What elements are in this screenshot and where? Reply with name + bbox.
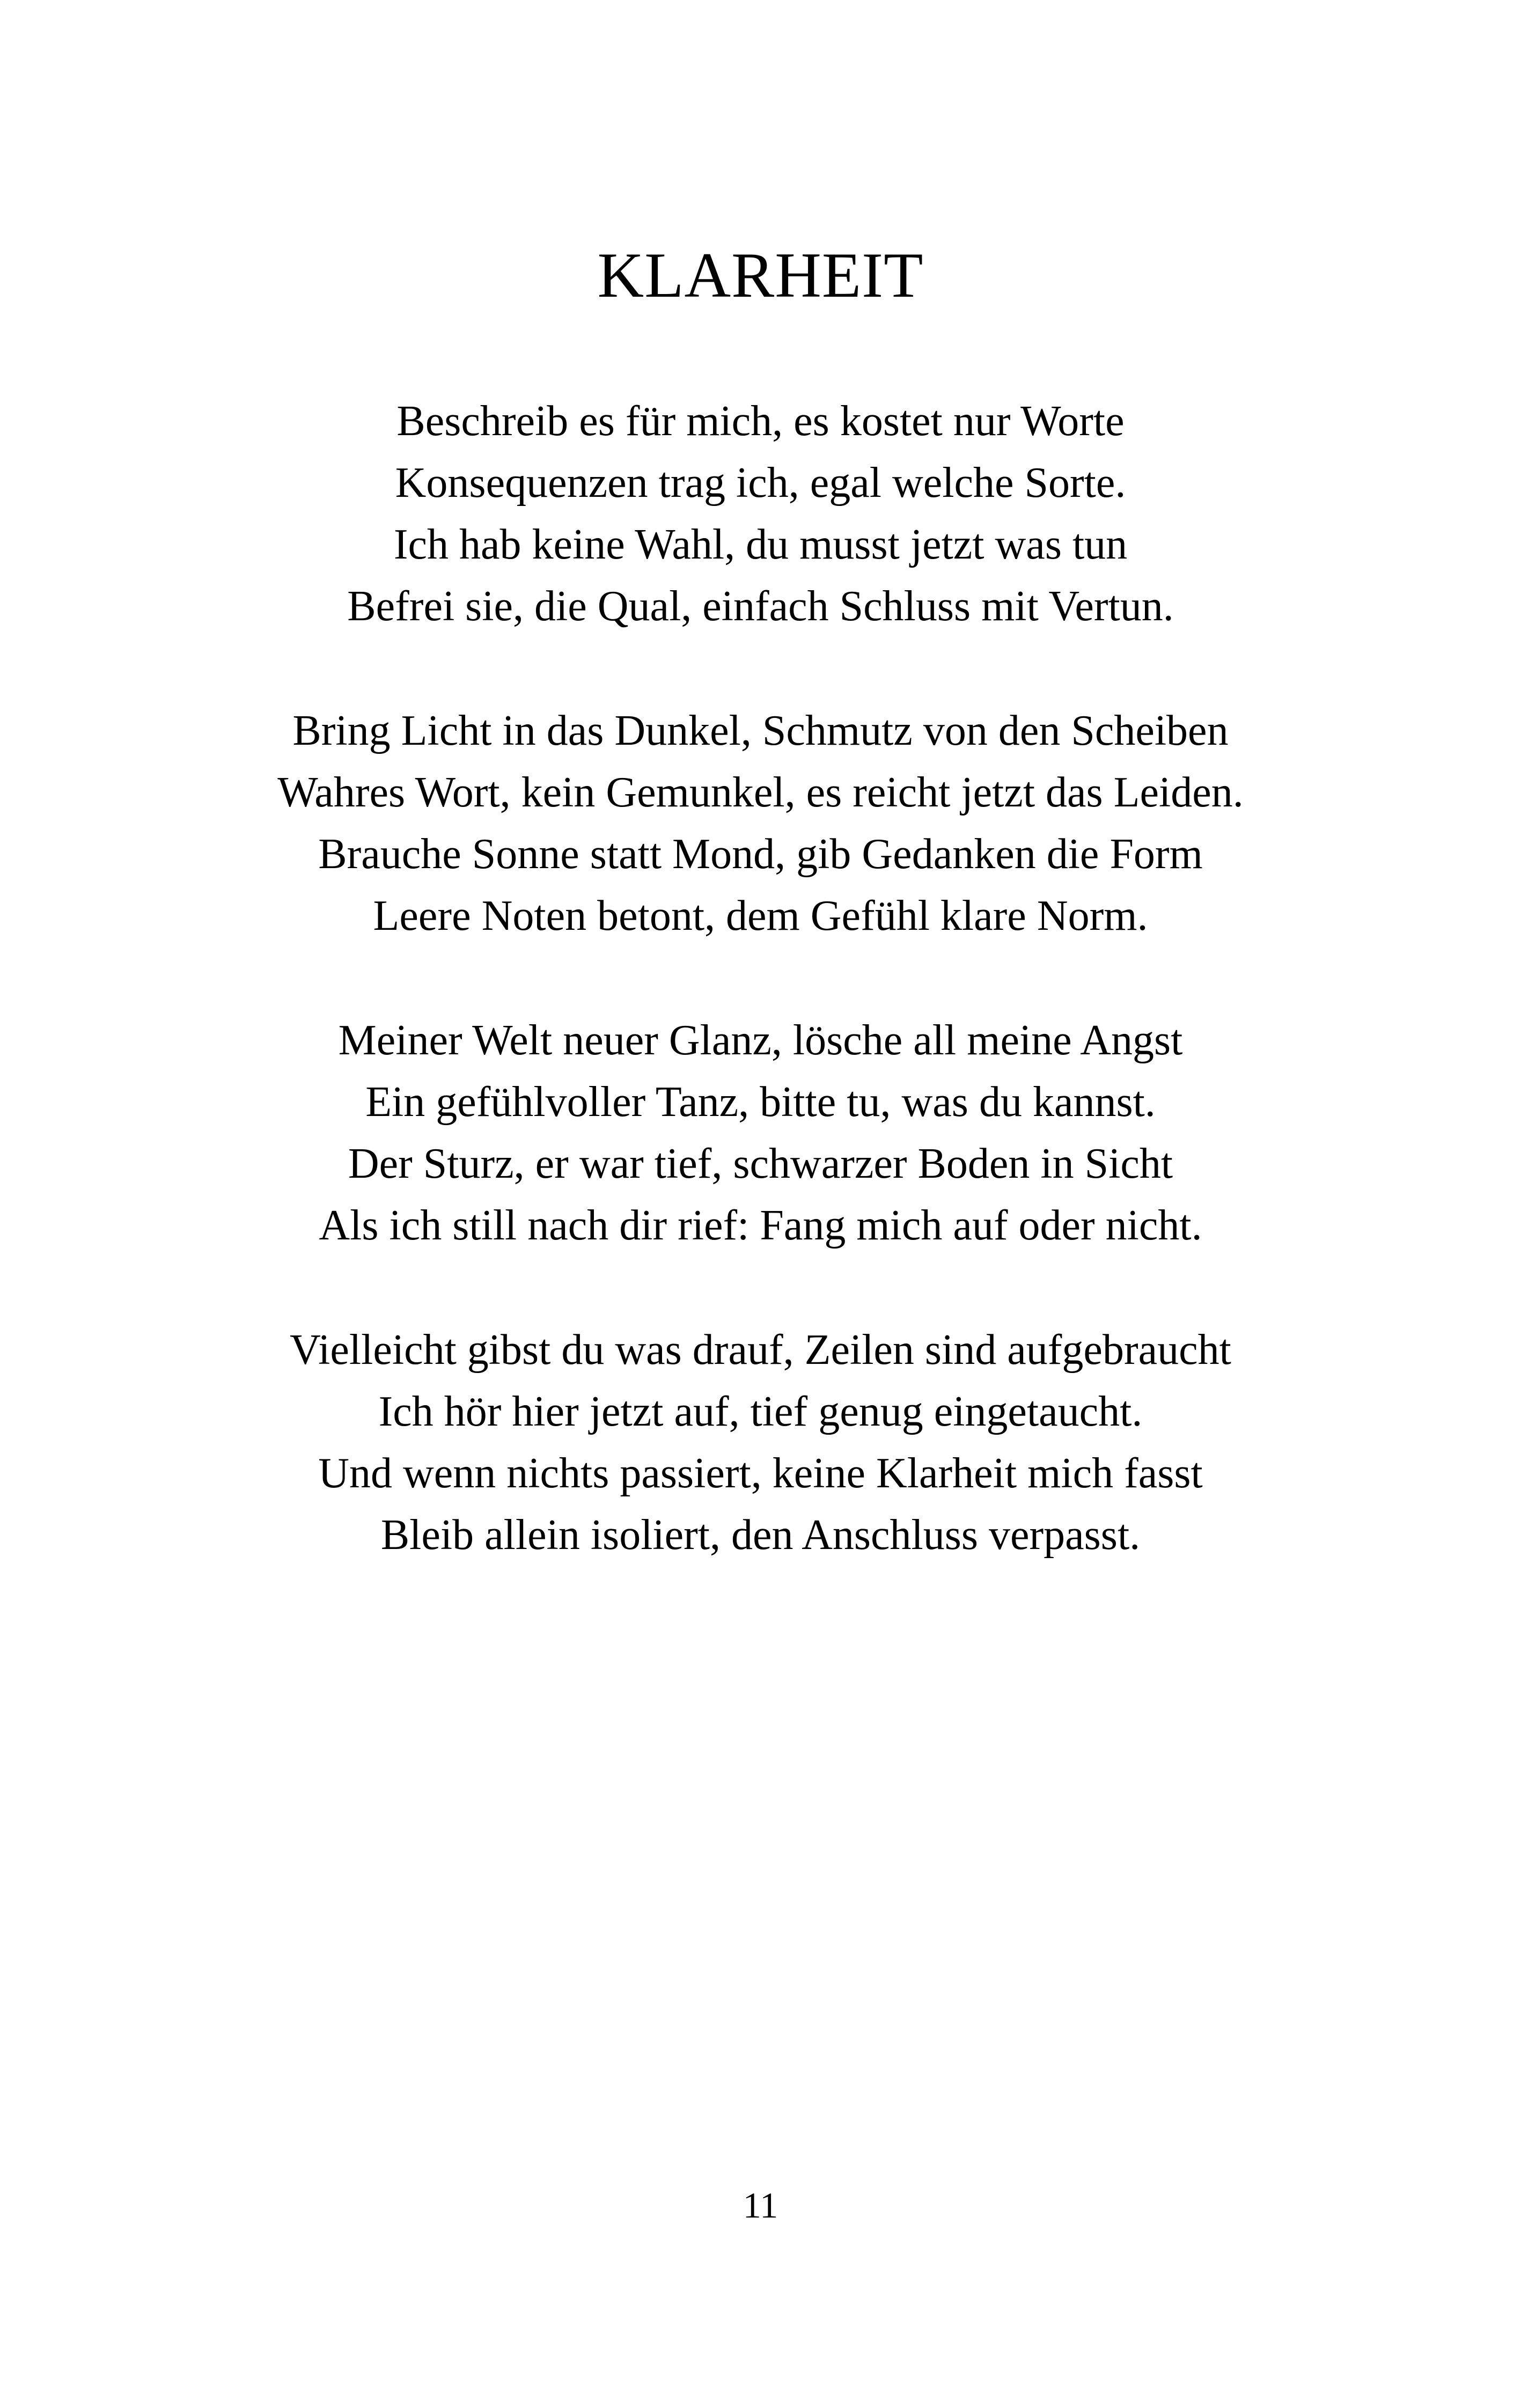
verse-line: Bring Licht in das Dunkel, Schmutz von den Scheiben (292, 707, 1229, 754)
verse-line: Meiner Welt neuer Glanz, lösche all meine Angst (338, 1017, 1183, 1064)
stanza-2 (0, 700, 1521, 947)
stanza-1 (0, 391, 1521, 637)
page-number: 11 (743, 2185, 778, 2226)
verse-line: Konsequenzen trag ich, egal welche Sorte. (395, 459, 1126, 506)
poem-body (0, 391, 1521, 1629)
verse-line: Leere Noten betont, dem Gefühl klare Norm. (373, 892, 1148, 939)
verse-line: Und wenn nichts passiert, keine Klarheit mich fasst (318, 1450, 1203, 1497)
verse-line: Vielleicht gibst du was drauf, Zeilen sind aufgebraucht (290, 1326, 1231, 1374)
verse-line: Beschreib es für mich, es kostet nur Worte (396, 398, 1125, 445)
verse-line: Als ich still nach dir rief: Fang mich auf oder nicht. (319, 1202, 1202, 1249)
verse-line: Ein gefühlvoller Tanz, bitte tu, was du kannst. (365, 1078, 1156, 1126)
stanza-3 (0, 1010, 1521, 1257)
verse-line: Ich hab keine Wahl, du musst jetzt was tun (393, 521, 1128, 568)
verse-line: Ich hör hier jetzt auf, tief genug eingetaucht. (378, 1388, 1143, 1435)
poem-title: KLARHEIT (597, 239, 924, 311)
verse-line: Bleib allein isoliert, den Anschluss verpasst. (380, 1511, 1141, 1559)
verse-line: Wahres Wort, kein Gemunkel, es reicht jetzt das Leiden. (277, 769, 1244, 816)
verse-line: Brauche Sonne statt Mond, gib Gedanken die Form (318, 831, 1203, 878)
stanza-4 (0, 1319, 1521, 1566)
verse-line: Der Sturz, er war tief, schwarzer Boden in Sicht (348, 1140, 1173, 1187)
verse-line: Befrei sie, die Qual, einfach Schluss mit Vertun. (347, 583, 1174, 630)
